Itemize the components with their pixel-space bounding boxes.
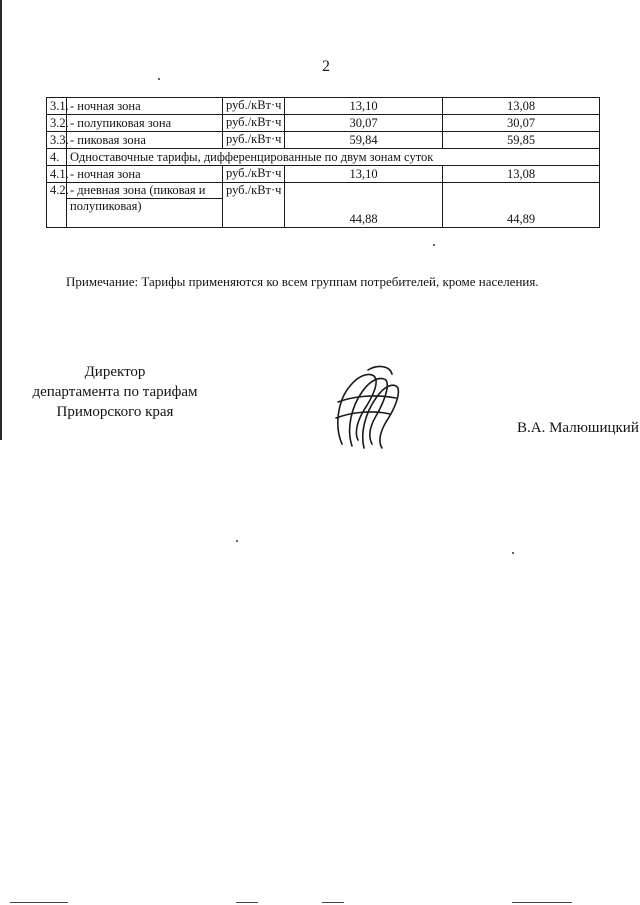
signatory-line: департамента по тарифам	[32, 384, 198, 400]
scan-speck	[433, 244, 435, 246]
row-unit: руб./кВт·ч	[223, 115, 285, 132]
row-number: 4.1.	[47, 166, 67, 183]
row-number: 4.	[47, 149, 67, 166]
signatory-line: Директор	[84, 364, 146, 380]
row-description-line: полупиковая)	[67, 198, 222, 214]
row-description: - полупиковая зона	[67, 115, 223, 132]
row-description: - ночная зона	[67, 166, 223, 183]
section-title: Одноставочные тарифы, дифференцированные по двум зонам суток	[67, 149, 600, 166]
table-note: Примечание: Тарифы применяются ко всем группам потребителей, кроме населения.	[66, 274, 539, 289]
signatory-title	[30, 362, 200, 422]
row-unit: руб./кВт·ч	[223, 166, 285, 183]
tariff-value-period-2: 44,89	[443, 183, 600, 228]
page-edge	[0, 0, 2, 440]
row-description: - ночная зона	[67, 98, 223, 115]
tariff-value-period-1: 13,10	[285, 98, 443, 115]
handwritten-signature	[328, 362, 403, 452]
signer-name: В.А. Малюшицкий	[517, 420, 639, 436]
tariff-value-period-2: 30,07	[443, 115, 600, 132]
tariff-value-period-1: 44,88	[285, 183, 443, 228]
table-section-row	[47, 149, 600, 166]
page-edge	[10, 902, 68, 903]
tariff-value-period-2: 13,08	[443, 98, 600, 115]
page-edge	[512, 902, 572, 903]
row-description: - пиковая зона	[67, 132, 223, 149]
tariff-value-period-2: 59,85	[443, 132, 600, 149]
tariff-table	[46, 97, 600, 228]
tariff-value-period-1: 30,07	[285, 115, 443, 132]
row-unit: руб./кВт·ч	[223, 132, 285, 149]
row-description	[67, 183, 223, 228]
table-row	[47, 115, 600, 132]
tariff-value-period-1: 13,10	[285, 166, 443, 183]
row-number: 3.2.	[47, 115, 67, 132]
row-number: 4.2.	[47, 183, 67, 228]
scan-speck	[512, 552, 514, 554]
scan-speck	[158, 78, 160, 80]
tariff-value-period-1: 59,84	[285, 132, 443, 149]
table-row	[47, 166, 600, 183]
tariff-value-period-2: 13,08	[443, 166, 600, 183]
row-description-line: - дневная зона (пиковая и	[70, 183, 206, 197]
table-row	[47, 98, 600, 115]
row-number: 3.3.	[47, 132, 67, 149]
row-unit: руб./кВт·ч	[223, 98, 285, 115]
scan-speck	[236, 540, 238, 542]
signatory-line: Приморского края	[56, 404, 174, 420]
table-row	[47, 183, 600, 228]
row-unit: руб./кВт·ч	[223, 183, 285, 228]
page-edge	[236, 902, 258, 903]
page-number: 2	[322, 58, 330, 75]
page-edge	[322, 902, 344, 903]
row-number: 3.1.	[47, 98, 67, 115]
table-row	[47, 132, 600, 149]
